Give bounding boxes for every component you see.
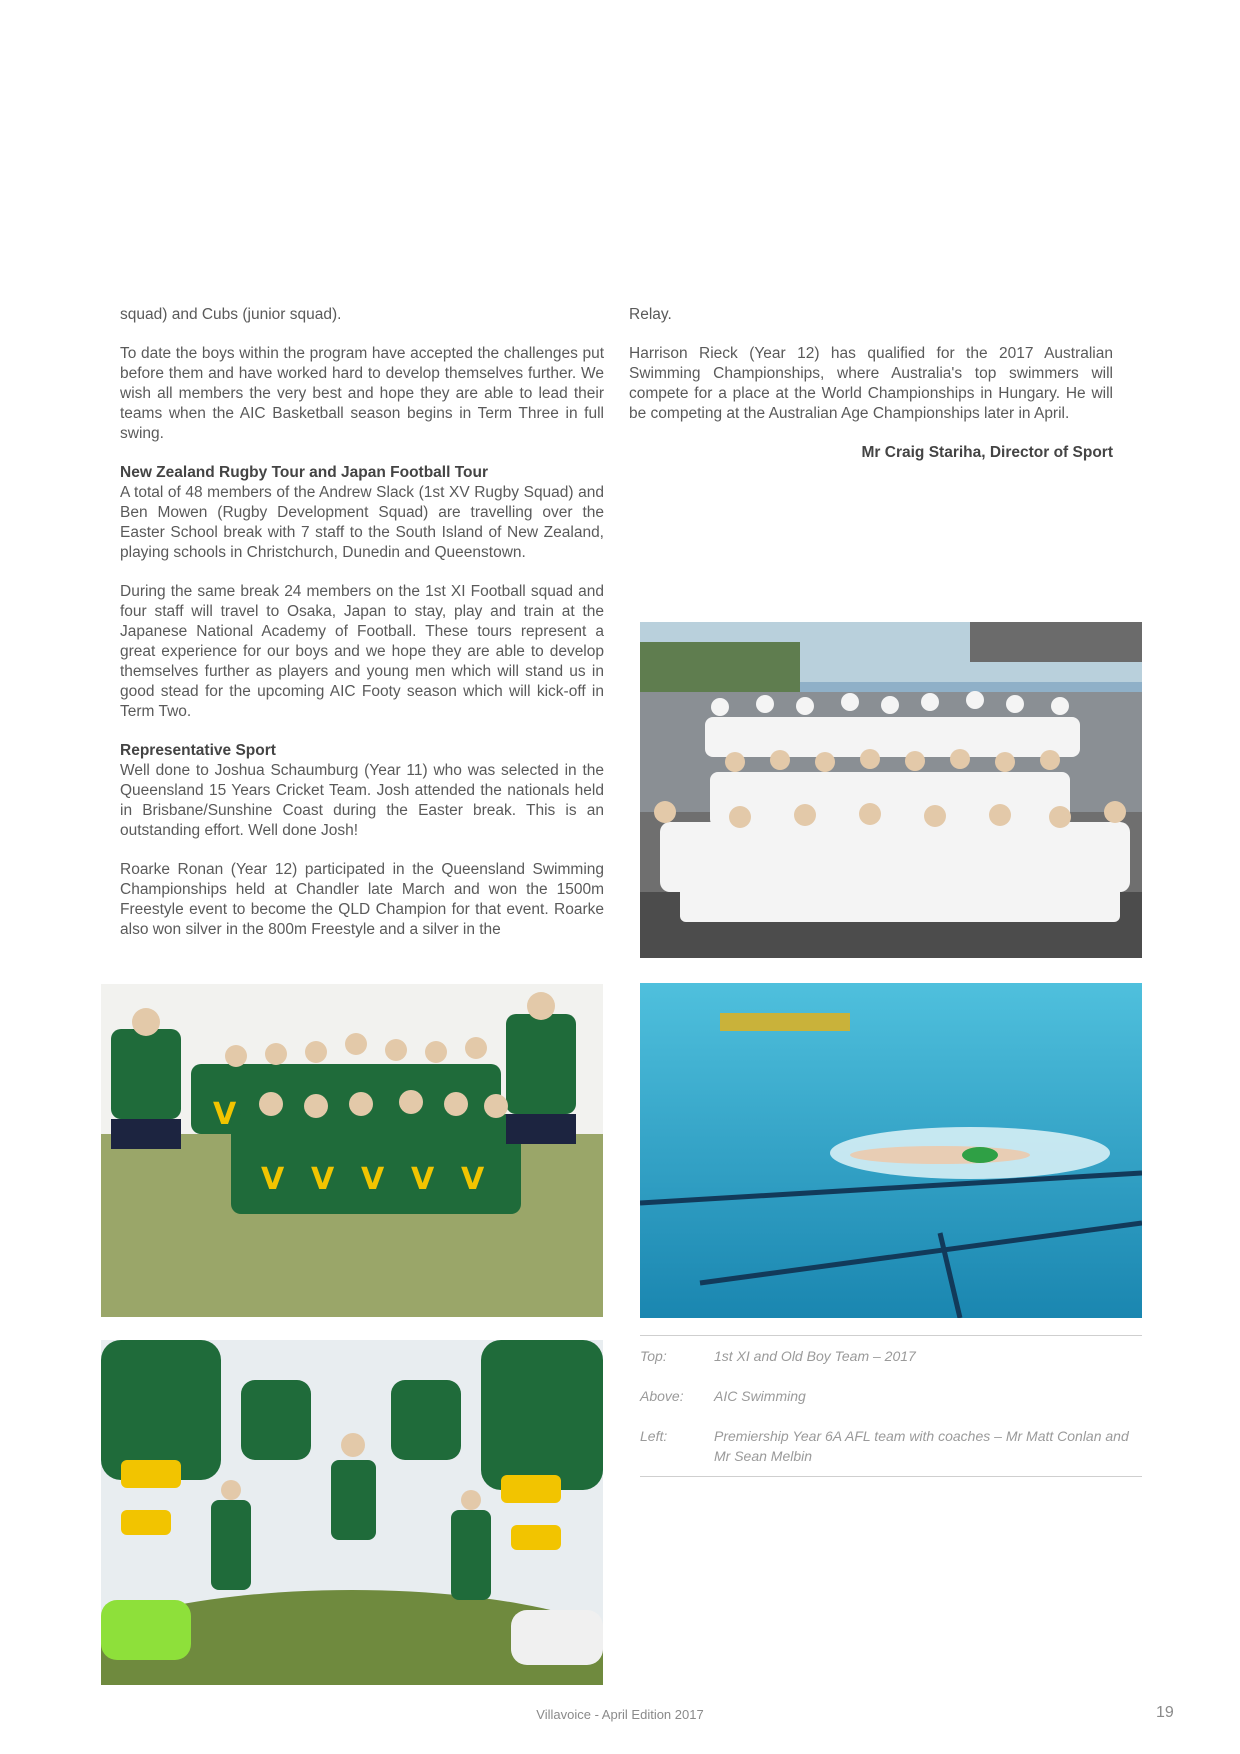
afl-team-photo — [101, 984, 603, 1317]
afl-huddle-photo — [101, 1340, 603, 1685]
paragraph-nz-tour: A total of 48 members of the Andrew Slack (1st XV Rugby Squad) and Ben Mowen (Rugby Development Squad) are travelling over the Easter School break with 7 staff to the South Island of New Zealand, playing schools in Christchurch, Dunedin and Queenstown. — [120, 484, 604, 561]
author-signature: Mr Craig Stariha, Director of Sport — [861, 444, 1113, 461]
cricket-team-photo — [640, 622, 1142, 958]
caption-key: Top: — [640, 1348, 667, 1364]
caption-text: Premiership Year 6A AFL team with coaches – Mr Matt Conlan and Mr Sean Melbin — [714, 1428, 1129, 1464]
heading-tours: New Zealand Rugby Tour and Japan Football Tour — [120, 464, 488, 481]
paragraph-cricket: Well done to Joshua Schaumburg (Year 11) who was selected in the Queensland 15 Years Cricket Team. Josh attended the nationals held in Brisbane/Sunshine Coast during the Easter break. This is an outstanding effort. Well done Josh! — [120, 762, 604, 839]
caption-text: 1st XI and Old Boy Team – 2017 — [714, 1348, 916, 1364]
paragraph-japan-tour: During the same break 24 members on the 1st XI Football squad and four staff will travel to Osaka, Japan to stay, play and train at the Japanese National Academy of Football. These tours represent a great experience for our boys and we hope they are able to develop themselves further as players and young men which will stand us in good stead for the upcoming AIC Footy season which will kick-off in Term Two. — [120, 583, 604, 720]
paragraph-swimming-roarke: Roarke Ronan (Year 12) participated in the Queensland Swimming Championships held at Chandler late March and won the 1500m Freestyle event to become the QLD Champion for that event. Roarke also won silver in the 800m Freestyle and a silver in the — [120, 861, 604, 938]
svg-text:V: V — [261, 1162, 285, 1197]
caption-above — [640, 1386, 1142, 1406]
svg-text:V: V — [461, 1162, 485, 1197]
caption-left — [640, 1426, 1142, 1466]
left-text-column — [120, 305, 604, 940]
svg-text:V: V — [213, 1097, 237, 1132]
paragraph-relay: Relay. — [629, 306, 672, 323]
caption-key: Left: — [640, 1428, 668, 1444]
caption-top — [640, 1346, 1142, 1366]
swimming-photo — [640, 983, 1142, 1318]
heading-representative-sport: Representative Sport — [120, 742, 276, 759]
caption-key: Above: — [640, 1388, 684, 1404]
paragraph-basketball: To date the boys within the program have accepted the challenges put before them and have worked hard to develop themselves further. We wish all members the very best and hope they are able to lead their teams when the AIC Basketball season begins in Term Three in full swing. — [120, 345, 604, 442]
right-text-column — [629, 305, 1113, 482]
page-number: 19 — [1156, 1704, 1174, 1721]
svg-text:V: V — [361, 1162, 385, 1197]
svg-text:V: V — [411, 1162, 435, 1197]
svg-text:V: V — [311, 1162, 335, 1197]
footer-publication-title: Villavoice - April Edition 2017 — [536, 1707, 704, 1722]
paragraph-harrison: Harrison Rieck (Year 12) has qualified for the 2017 Australian Swimming Championships, where Australia's top swimmers will compete for a place at the World Championships in Hungary. He will be competing at the Australian Age Championships later in April. — [629, 345, 1113, 422]
caption-text: AIC Swimming — [714, 1388, 806, 1404]
paragraph-squads-end: squad) and Cubs (junior squad). — [120, 306, 342, 323]
photo-captions — [640, 1335, 1142, 1477]
